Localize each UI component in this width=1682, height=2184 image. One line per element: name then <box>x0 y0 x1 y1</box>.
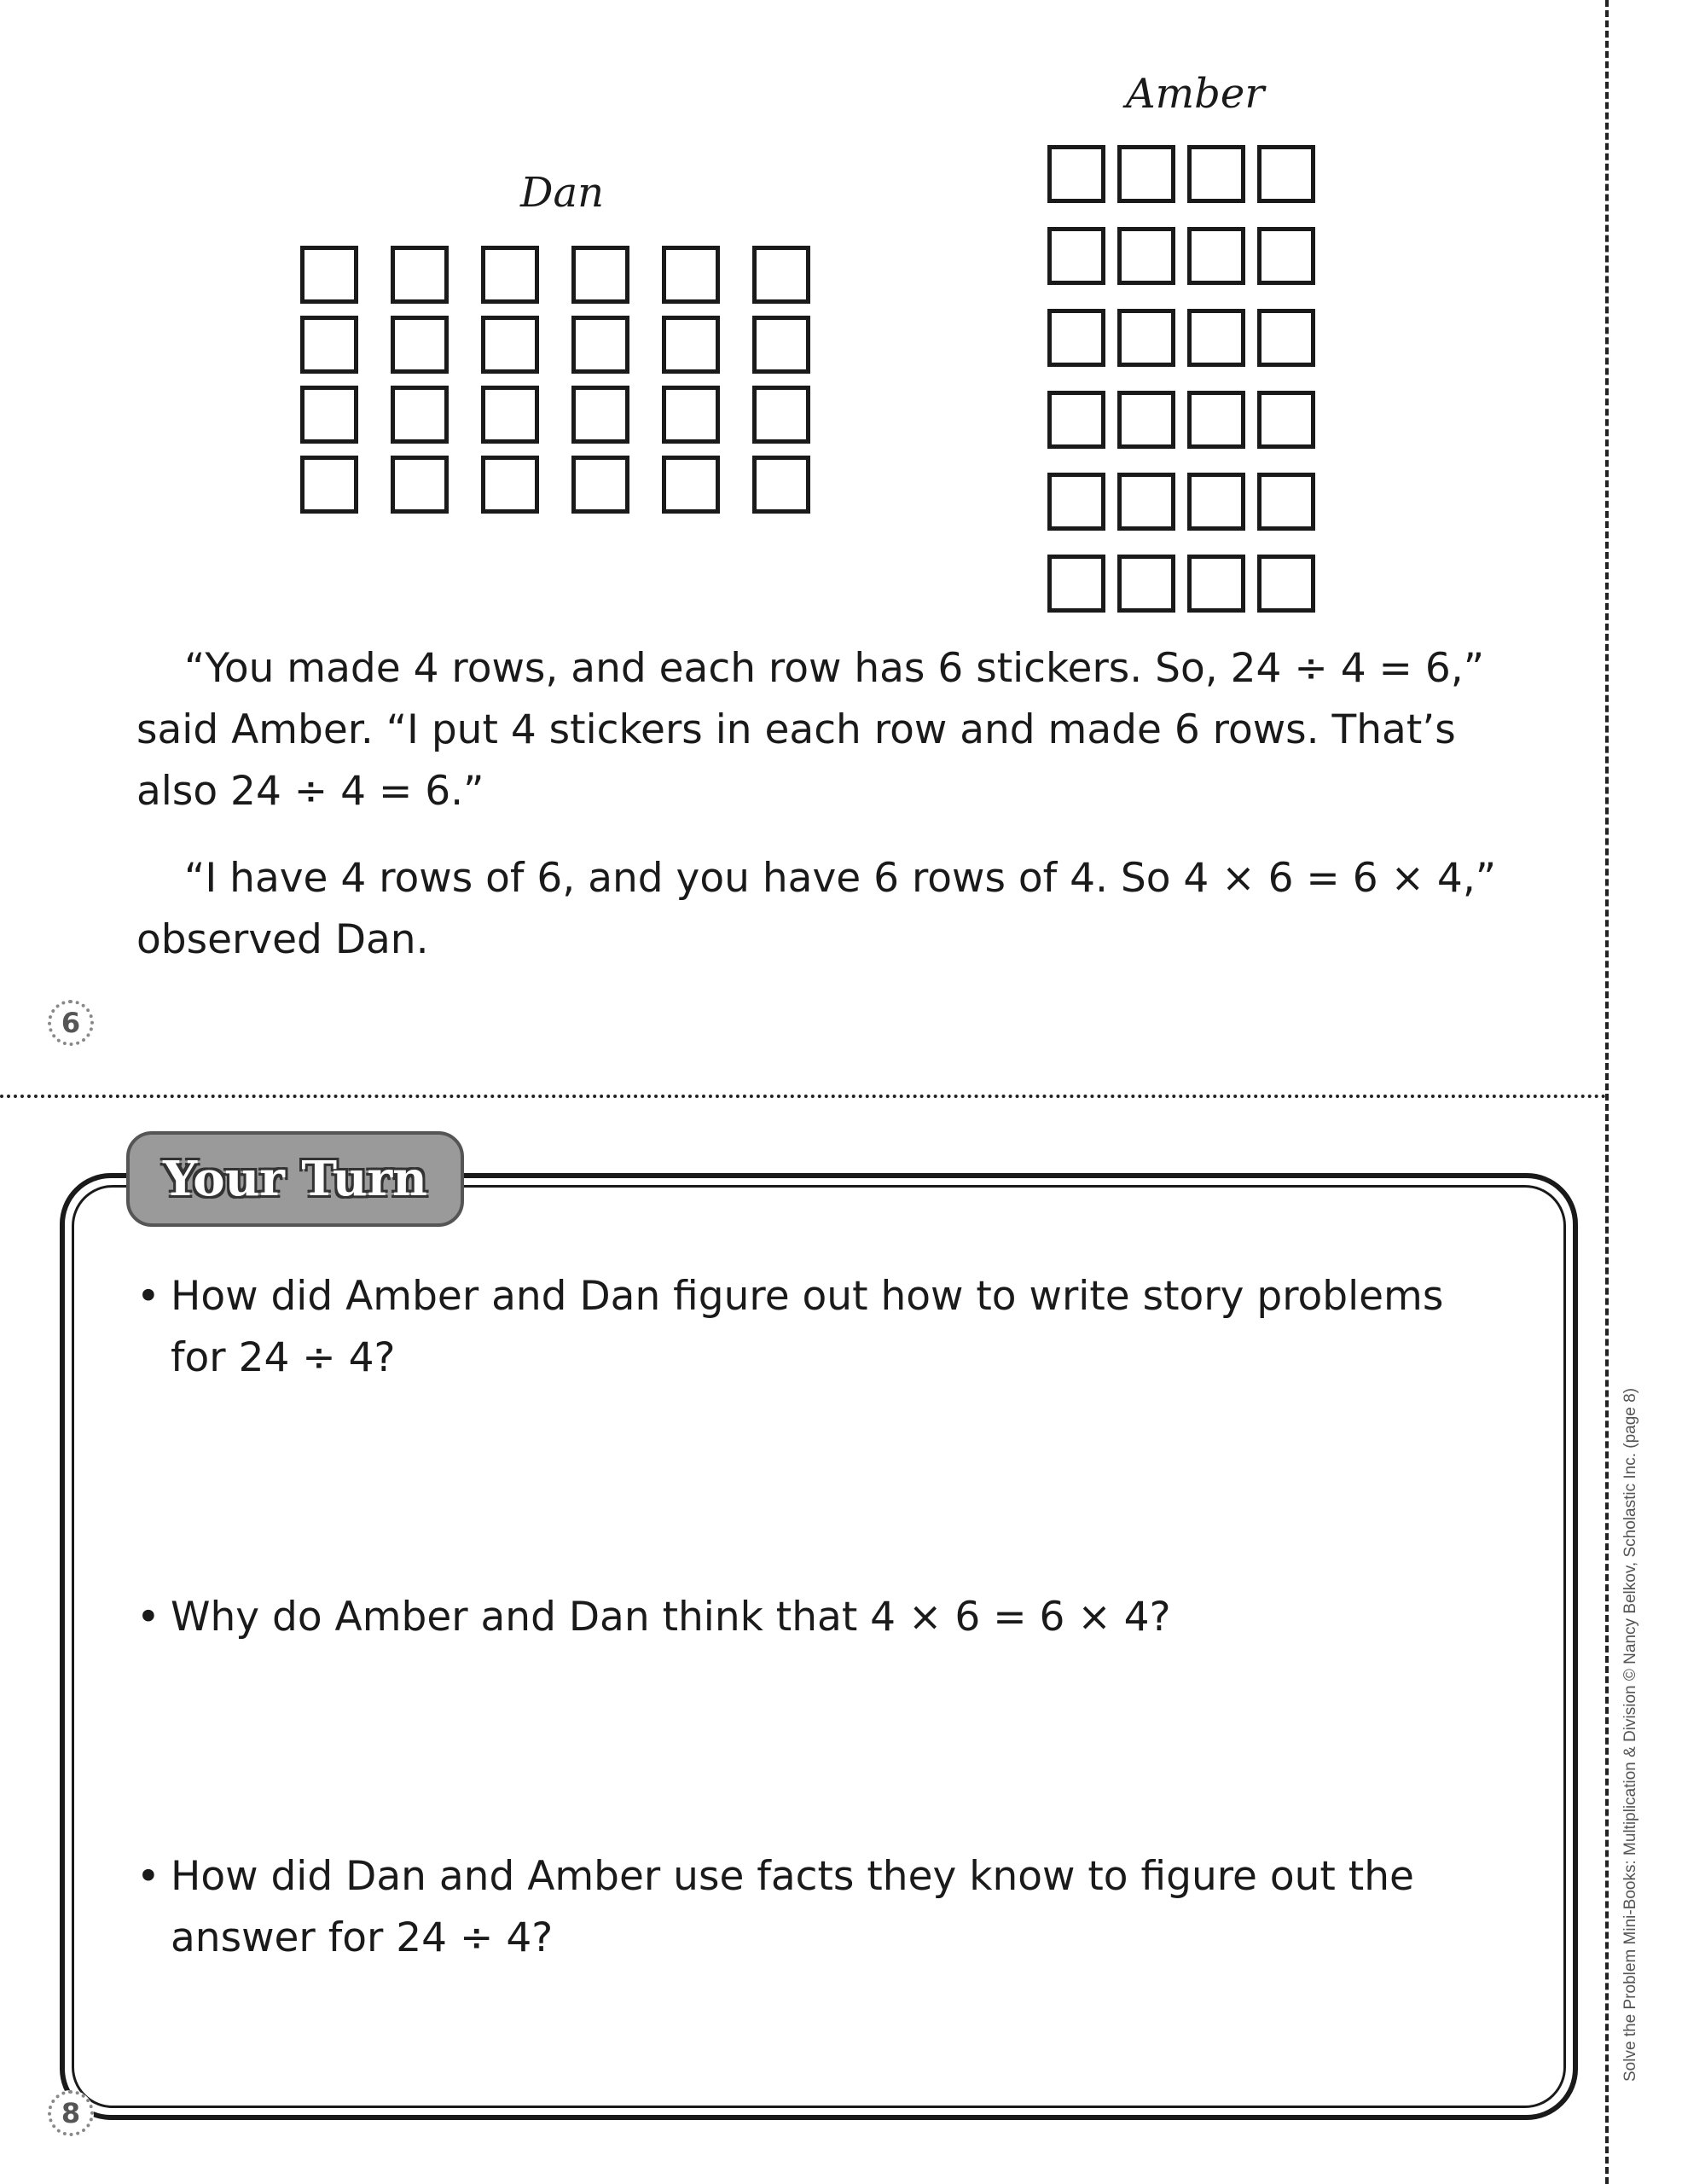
story-line: observed Dan. <box>136 916 429 963</box>
dan-sticker-square <box>300 316 358 374</box>
dan-sticker-square <box>481 316 539 374</box>
amber-sticker-square <box>1047 473 1105 531</box>
dan-sticker-square <box>662 386 720 444</box>
dan-sticker-square <box>752 386 810 444</box>
amber-sticker-square <box>1117 473 1175 531</box>
dan-sticker-square <box>752 246 810 304</box>
dan-sticker-square <box>481 246 539 304</box>
question-line: How did Amber and Dan figure out how to write story problems <box>171 1273 1444 1320</box>
dan-sticker-square <box>300 386 358 444</box>
dan-sticker-square <box>391 456 449 514</box>
dan-sticker-square <box>391 386 449 444</box>
question-line: answer for 24 ÷ 4? <box>171 1914 554 1961</box>
page-number-6: 6 <box>48 1000 94 1046</box>
amber-sticker-square <box>1117 227 1175 285</box>
amber-sticker-square <box>1047 227 1105 285</box>
amber-sticker-square <box>1187 555 1245 613</box>
vertical-cut-line <box>1605 0 1609 2184</box>
question-line: for 24 ÷ 4? <box>171 1334 396 1381</box>
amber-sticker-square <box>1117 391 1175 449</box>
copyright-credit: Solve the Problem Mini-Books: Multiplication & Division © Nancy Belkov, Scholastic Inc. (page 8) <box>1621 1387 1639 2082</box>
page-number-8: 8 <box>48 2090 94 2136</box>
story-text <box>136 638 1501 971</box>
dan-sticker-square <box>662 456 720 514</box>
question-1 <box>136 1266 1467 1389</box>
bullet-icon: • <box>136 1273 160 1320</box>
story-line: also 24 ÷ 4 = 6.” <box>136 768 484 815</box>
amber-sticker-square <box>1117 145 1175 203</box>
amber-sticker-square <box>1257 227 1315 285</box>
amber-sticker-square <box>1047 391 1105 449</box>
amber-label: Amber <box>1126 70 1265 118</box>
amber-sticker-square <box>1047 555 1105 613</box>
question-line: How did Dan and Amber use facts they know to figure out the <box>171 1853 1414 1900</box>
amber-sticker-square <box>1187 309 1245 367</box>
amber-sticker-square <box>1117 309 1175 367</box>
amber-sticker-square <box>1047 309 1105 367</box>
amber-sticker-square <box>1047 145 1105 203</box>
dan-sticker-square <box>571 386 629 444</box>
dan-sticker-square <box>481 386 539 444</box>
dan-sticker-square <box>300 456 358 514</box>
dan-sticker-square <box>481 456 539 514</box>
amber-sticker-square <box>1187 391 1245 449</box>
amber-sticker-square <box>1257 309 1315 367</box>
amber-sticker-square <box>1257 391 1315 449</box>
dan-sticker-square <box>662 316 720 374</box>
dan-label: Dan <box>520 169 605 217</box>
bullet-icon: • <box>136 1594 160 1641</box>
dan-sticker-square <box>752 316 810 374</box>
amber-sticker-square <box>1257 473 1315 531</box>
dan-sticker-square <box>752 456 810 514</box>
dan-sticker-square <box>662 246 720 304</box>
amber-sticker-square <box>1257 145 1315 203</box>
story-line: “You made 4 rows, and each row has 6 stickers. So, 24 ÷ 4 = 6,” <box>184 645 1485 692</box>
amber-sticker-square <box>1187 473 1245 531</box>
amber-sticker-square <box>1187 227 1245 285</box>
story-line: said Amber. “I put 4 stickers in each row and made 6 rows. That’s <box>136 706 1456 753</box>
dan-sticker-square <box>391 316 449 374</box>
dan-sticker-square <box>571 246 629 304</box>
question-2 <box>136 1587 1467 1648</box>
horizontal-fold-line <box>0 1095 1607 1098</box>
amber-sticker-square <box>1257 555 1315 613</box>
amber-sticker-square <box>1187 145 1245 203</box>
your-turn-title: Your Turn <box>126 1131 464 1227</box>
dan-sticker-array <box>300 246 810 514</box>
dan-sticker-square <box>300 246 358 304</box>
dan-sticker-square <box>571 456 629 514</box>
story-line: “I have 4 rows of 6, and you have 6 rows of 4. So 4 × 6 = 6 × 4,” <box>184 855 1497 902</box>
dan-sticker-square <box>391 246 449 304</box>
amber-sticker-square <box>1117 555 1175 613</box>
question-line: Why do Amber and Dan think that 4 × 6 = 6 × 4? <box>171 1594 1171 1641</box>
bullet-icon: • <box>136 1853 160 1900</box>
dan-sticker-square <box>571 316 629 374</box>
amber-sticker-array <box>1047 145 1315 613</box>
question-3 <box>136 1846 1467 1969</box>
